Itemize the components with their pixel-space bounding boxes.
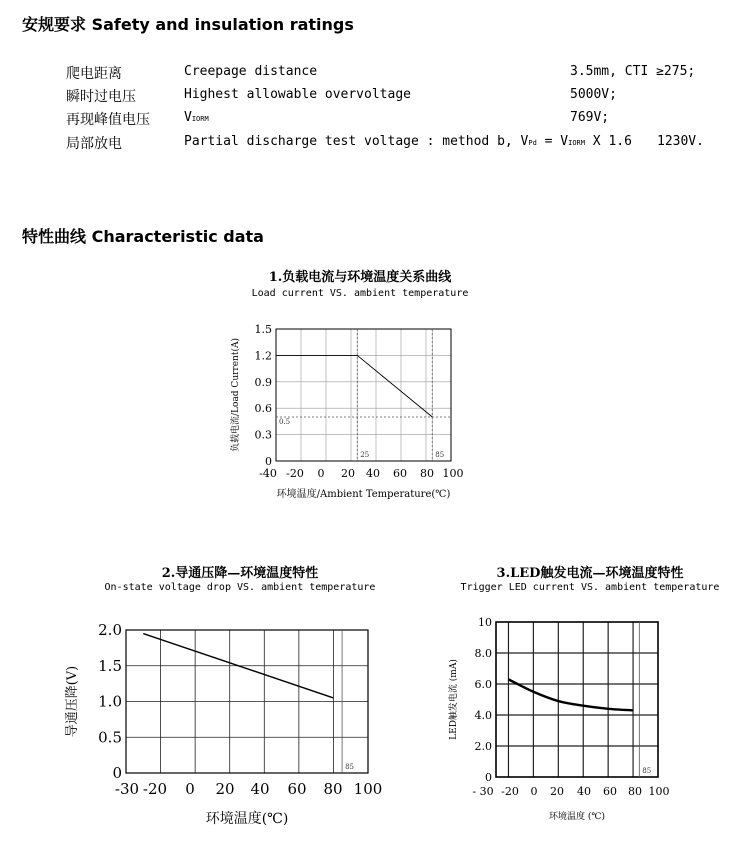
chart1-frame xyxy=(276,329,451,461)
chart1-x-tick-label: -40 xyxy=(259,467,277,480)
chart3-x-tick-label: 40 xyxy=(577,785,591,798)
chart1-x-tick-label: 80 xyxy=(420,467,434,480)
chart3-frame xyxy=(496,622,658,777)
chart2-y-tick-label: 0 xyxy=(112,764,122,782)
formula-part: Partial discharge test voltage : method b, V xyxy=(184,134,529,149)
chart2-y-tick-label: 1.5 xyxy=(98,656,122,675)
chart2-x-tick-label: 100 xyxy=(353,780,383,798)
formula-part: X 1.6 xyxy=(584,134,632,149)
chart2-x-tick-label: 20 xyxy=(215,780,235,798)
chart1-title: 1.负载电流与环境温度关系曲线 xyxy=(268,270,452,285)
chart3-x-tick-label: 100 xyxy=(648,785,670,798)
chart3-x-tick-label: - 30 xyxy=(472,785,494,798)
chart3-x-tick-label: 80 xyxy=(628,785,642,798)
chart1-subtitle: Load current VS. ambient temperature xyxy=(251,288,469,299)
chart3-x-tick-label: 60 xyxy=(603,785,617,798)
chart2-x-tick-label: 80 xyxy=(323,780,343,798)
spec-en-label: Creepage distance xyxy=(184,64,318,79)
chart3-y-tick-label: 6.0 xyxy=(474,678,492,691)
chart1-series-line xyxy=(276,355,432,417)
chart1-y-tick-label: 0 xyxy=(265,455,272,468)
symbol-subscript: Pd xyxy=(528,139,537,147)
formula-part: = V xyxy=(536,134,569,149)
chart2-ref-label: 85 xyxy=(345,763,354,771)
chart1-x-tick-label: 40 xyxy=(366,467,380,480)
spec-value: 1230V. xyxy=(657,134,704,149)
chart3-x-tick-label: 0 xyxy=(530,785,538,798)
spec-cn-label: 局部放电 xyxy=(66,136,122,152)
chart2-y-tick-label: 1.0 xyxy=(98,692,122,711)
chart1-x-tick-label: 60 xyxy=(393,467,407,480)
symbol-subscript: IORM xyxy=(568,139,585,147)
chart1-y-axis-title: 负载电流/Load Current(A) xyxy=(231,338,241,452)
symbol-v: V xyxy=(184,110,192,125)
chart1-y-tick-label: 0.3 xyxy=(254,428,272,442)
chart2-subtitle: On-state voltage drop VS. ambient temperature xyxy=(104,582,376,593)
chart1-y-tick-label: 0.6 xyxy=(254,402,272,416)
chart1-ref-label: 0.5 xyxy=(279,418,291,426)
spec-en-label: Highest allowable overvoltage xyxy=(184,87,411,102)
chart3-title: 3.LED触发电流—环境温度特性 xyxy=(496,566,684,581)
spec-cn-label: 再现峰值电压 xyxy=(66,112,150,128)
chart3-y-tick-label: 8.0 xyxy=(474,647,492,660)
chart2-x-axis-title: 环境温度(℃) xyxy=(205,811,289,827)
chart3-y-tick-label: 4.0 xyxy=(474,709,492,722)
chart3-y-tick-label: 10 xyxy=(478,616,492,629)
chart3-x-tick-label: 20 xyxy=(550,785,564,798)
chart2-x-tick-label: -30 xyxy=(114,780,140,798)
chart2-x-tick-label: 60 xyxy=(287,780,307,798)
chart1-y-tick-label: 0.9 xyxy=(254,375,272,389)
chart3-x-tick-label: -20 xyxy=(501,785,519,798)
symbol-subscript: IORM xyxy=(191,115,209,123)
chart1-x-tick-label: 0 xyxy=(317,467,325,480)
chart3-y-tick-label: 2.0 xyxy=(474,740,492,753)
chart3-ref-label: 85 xyxy=(642,767,652,775)
spec-cn-label: 瞬时过电压 xyxy=(66,89,136,105)
chart3-y-axis-title: LED触发电流 (mA) xyxy=(449,659,459,740)
chart1-x-tick-label: -20 xyxy=(286,467,304,480)
chart2-x-tick-label: 40 xyxy=(250,780,270,798)
chart1-x-tick-label: 100 xyxy=(442,467,464,480)
chart1-ref-label: 85 xyxy=(435,451,445,459)
chart1-x-tick-label: 20 xyxy=(341,467,355,480)
chart3-y-tick-label: 0 xyxy=(485,771,492,784)
chart1-y-tick-label: 1.2 xyxy=(254,349,272,363)
chart2-y-axis-title: 导通压降(V) xyxy=(65,665,80,738)
chart2-y-tick-label: 0.5 xyxy=(98,728,122,747)
characteristic-section-title: 特性曲线 Characteristic data xyxy=(22,227,264,246)
chart1-ref-label: 25 xyxy=(360,451,370,459)
chart3-x-axis-title: 环境温度 (℃) xyxy=(549,812,605,822)
chart1-x-axis-title: 环境温度/Ambient Temperature(℃) xyxy=(276,489,451,500)
chart2-title: 2.导通压降—环境温度特性 xyxy=(161,566,319,581)
spec-cn-label: 爬电距离 xyxy=(66,66,122,82)
chart1-y-tick-label: 1.5 xyxy=(254,323,272,336)
safety-section-title: 安规要求 Safety and insulation ratings xyxy=(22,15,354,34)
chart3-subtitle: Trigger LED current VS. ambient temperature xyxy=(460,582,720,593)
chart2-y-tick-label: 2.0 xyxy=(98,621,122,639)
chart2-x-tick-label: 0 xyxy=(185,780,195,798)
spec-value: 3.5mm, CTI ≥275; xyxy=(570,64,696,79)
spec-value: 5000V; xyxy=(570,87,617,102)
spec-value: 769V; xyxy=(570,110,610,125)
chart2-x-tick-label: -20 xyxy=(142,780,168,798)
